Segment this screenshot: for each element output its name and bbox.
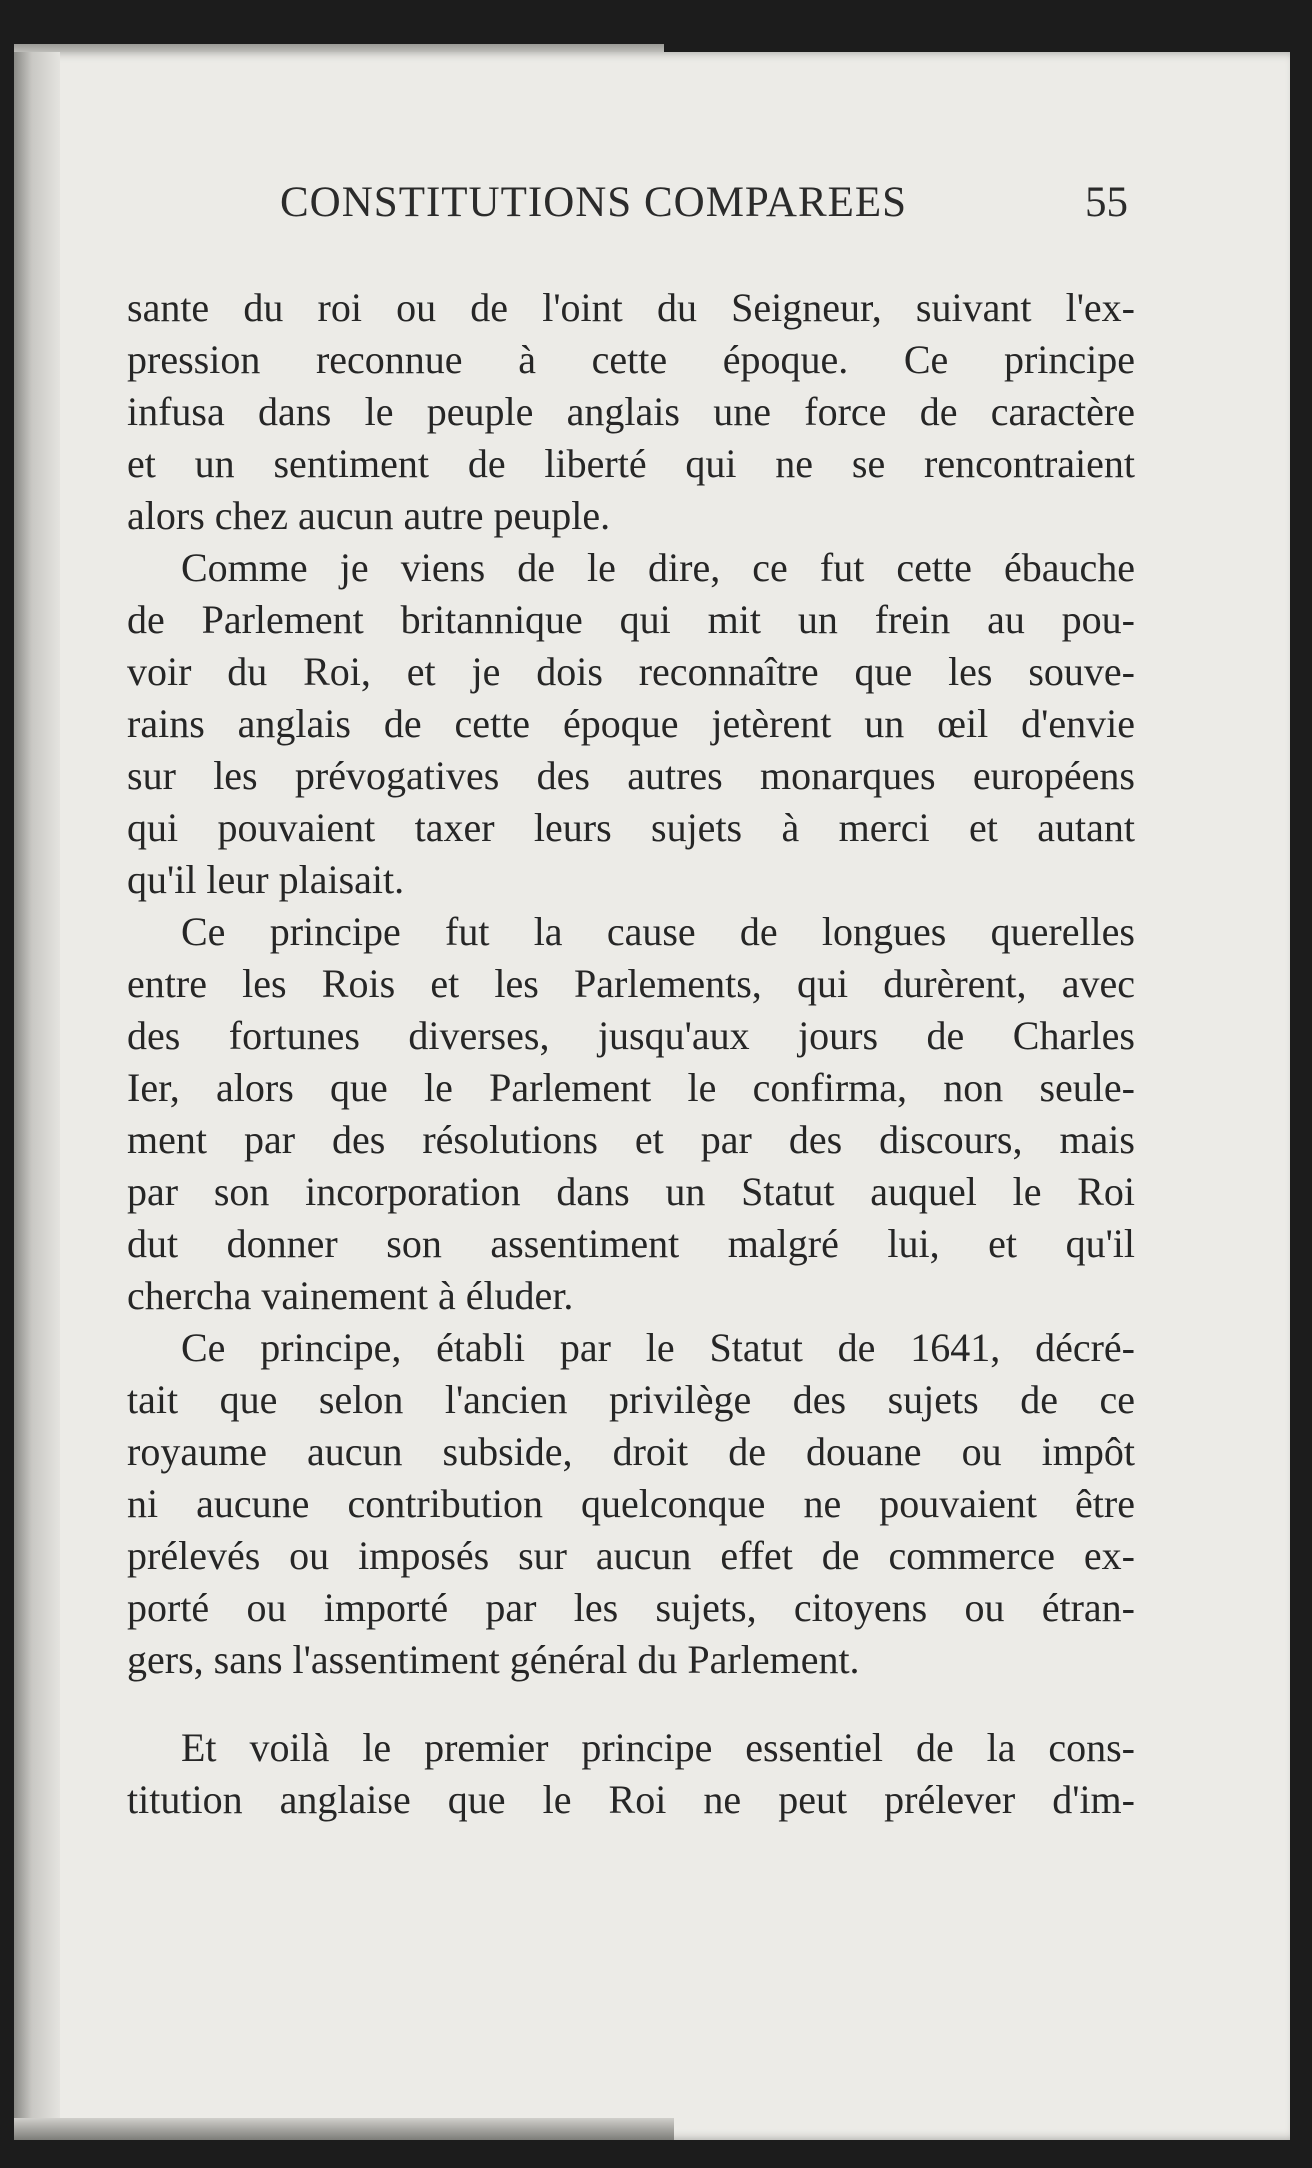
text-line: qu'il leur plaisait. xyxy=(127,857,405,902)
text-line: ni aucune contribution quelconque ne pouvaient être xyxy=(127,1481,1135,1526)
text-line: ment par des résolutions et par des discours, mais xyxy=(127,1117,1135,1162)
paragraph-spacer xyxy=(127,1686,1135,1722)
text-line: de Parlement britannique qui mit un frein au pou- xyxy=(127,597,1135,642)
text-line: prélevés ou imposés sur aucun effet de commerce ex- xyxy=(127,1533,1135,1578)
text-line: sante du roi ou de l'oint du Seigneur, suivant l'ex- xyxy=(127,285,1135,330)
text-line: rains anglais de cette époque jetèrent un œil d'envie xyxy=(127,701,1135,746)
text-line: dut donner son assentiment malgré lui, et qu'il xyxy=(127,1221,1135,1266)
text-line: voir du Roi, et je dois reconnaître que les souve- xyxy=(127,649,1135,694)
running-title: CONSTITUTIONS COMPAREES xyxy=(280,179,908,226)
text-line: Et voilà le premier principe essentiel de la cons- xyxy=(181,1725,1135,1770)
text-line: chercha vainement à éluder. xyxy=(127,1273,574,1318)
text-line: tait que selon l'ancien privilège des sujets de ce xyxy=(127,1377,1135,1422)
paragraph xyxy=(127,906,1135,1322)
text-line: gers, sans l'assentiment général du Parlement. xyxy=(127,1637,860,1682)
text-line: porté ou importé par les sujets, citoyens ou étran- xyxy=(127,1585,1135,1630)
paragraph xyxy=(127,282,1135,542)
page-body xyxy=(127,282,1135,1826)
text-line: royaume aucun subside, droit de douane ou impôt xyxy=(127,1429,1135,1474)
text-line: Ce principe, établi par le Statut de 1641, décré- xyxy=(181,1325,1135,1370)
paragraph xyxy=(127,1322,1135,1686)
text-line: et un sentiment de liberté qui ne se rencontraient xyxy=(127,441,1135,486)
text-line: qui pouvaient taxer leurs sujets à merci et autant xyxy=(127,805,1135,850)
text-line: titution anglaise que le Roi ne peut prélever d'im- xyxy=(127,1777,1135,1822)
text-line: des fortunes diverses, jusqu'aux jours de Charles xyxy=(127,1013,1135,1058)
text-line: par son incorporation dans un Statut auquel le Roi xyxy=(127,1169,1135,1214)
page-number: 55 xyxy=(1085,179,1128,226)
text-line: entre les Rois et les Parlements, qui durèrent, avec xyxy=(127,961,1135,1006)
text-line: Ce principe fut la cause de longues querelles xyxy=(181,909,1135,954)
page-bottom-edge xyxy=(14,2118,674,2140)
text-line: infusa dans le peuple anglais une force de caractère xyxy=(127,389,1135,434)
text-line: pression reconnue à cette époque. Ce principe xyxy=(127,337,1135,382)
text-line: sur les prévogatives des autres monarques européens xyxy=(127,753,1135,798)
text-line: Ier, alors que le Parlement le confirma, non seule- xyxy=(127,1065,1135,1110)
text-line: Comme je viens de le dire, ce fut cette ébauche xyxy=(181,545,1135,590)
paragraph xyxy=(127,542,1135,906)
page-binding-shadow xyxy=(14,52,60,2140)
paragraph xyxy=(127,1722,1135,1826)
text-line: alors chez aucun autre peuple. xyxy=(127,493,611,538)
running-header xyxy=(0,178,1312,238)
